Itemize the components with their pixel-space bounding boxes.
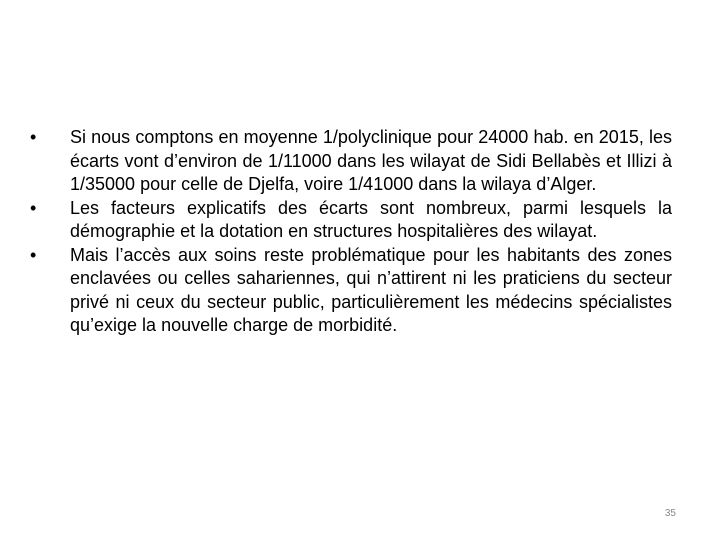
slide-body [30, 126, 672, 338]
bullet-item-access-to-care [30, 244, 672, 338]
bullet-marker: • [30, 197, 37, 218]
page-number: 35 [664, 508, 676, 519]
bullet-text: Mais l’accès aux soins reste problématique pour les habitants des zones enclavées ou celles sahariennes, qui n’attirent ni les praticiens du secteur privé ni ceux du secteur public, particulièrement les médecins spécialistes qu’exige la nouvelle charge de morbidité. [70, 244, 672, 335]
bullet-item-explanatory-factors [30, 197, 672, 244]
bullet-text: Si nous comptons en moyenne 1/polyclinique pour 24000 hab. en 2015, les écarts vont d’environ de 1/11000 dans les wilayat de Sidi Bellabès et Illizi à 1/35000 pour celle de Djelfa, voire 1/41000 dans la wilaya d’Alger. [70, 127, 672, 194]
bullet-marker: • [30, 244, 37, 265]
bullet-text: Les facteurs explicatifs des écarts sont nombreux, parmi lesquels la démographie et la dotation en structures hospitalières des wilayat. [70, 197, 672, 241]
bullet-list [30, 126, 672, 338]
bullet-item-polyclinic-ratio [30, 126, 672, 197]
bullet-marker: • [30, 127, 37, 147]
